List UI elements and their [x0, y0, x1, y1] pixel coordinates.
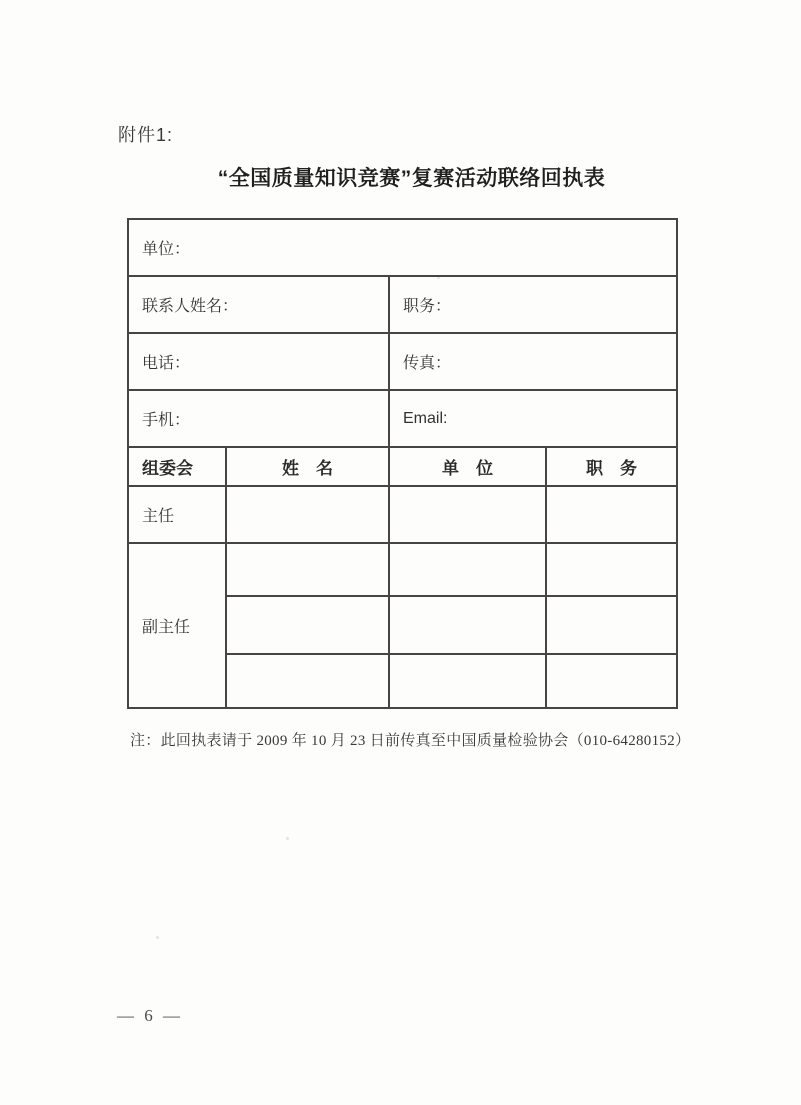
scan-speck [156, 936, 159, 939]
committee-header-row [128, 447, 677, 486]
blank-cell [546, 654, 677, 708]
page-title: “全国质量知识竞赛”复赛活动联络回执表 [217, 167, 606, 190]
page-number: — 6 — [117, 1006, 183, 1025]
blank-cell [226, 486, 389, 543]
committee-column-header: 组委会 [128, 447, 226, 486]
unit-column-header: 单 位 [389, 447, 546, 486]
deputy-director-label: 副主任 [128, 543, 226, 708]
position-column-header: 职 务 [546, 447, 677, 486]
scan-speck [437, 277, 440, 279]
table-row-contact [128, 276, 677, 333]
blank-cell [389, 486, 546, 543]
blank-cell [389, 596, 546, 654]
blank-cell [389, 654, 546, 708]
fax-field-label: 传真： [389, 333, 677, 390]
blank-cell [546, 486, 677, 543]
attachment-label: 附件1: [118, 125, 174, 145]
blank-cell [546, 543, 677, 596]
fax-instruction-note: 注：此回执表请于 2009 年 10 月 23 日前传真至中国质量检验协会（010-64280152） [130, 733, 691, 749]
deputy-director-row [128, 543, 677, 596]
blank-cell [226, 596, 389, 654]
blank-cell [226, 543, 389, 596]
table-row-mobile [128, 390, 677, 447]
table-row-phone [128, 333, 677, 390]
phone-field-label: 电话： [128, 333, 389, 390]
name-column-header: 姓 名 [226, 447, 389, 486]
scan-speck [286, 837, 289, 840]
reply-form-table [127, 218, 678, 709]
table-row-unit [128, 219, 677, 276]
blank-cell [226, 654, 389, 708]
blank-cell [389, 543, 546, 596]
position-field-label: 职务： [389, 276, 677, 333]
director-row [128, 486, 677, 543]
mobile-field-label: 手机： [128, 390, 389, 447]
unit-field-label: 单位： [128, 219, 677, 276]
email-field-label: Email: [389, 390, 677, 447]
contact-name-field-label: 联系人姓名： [128, 276, 389, 333]
director-label: 主任 [128, 486, 226, 543]
blank-cell [546, 596, 677, 654]
